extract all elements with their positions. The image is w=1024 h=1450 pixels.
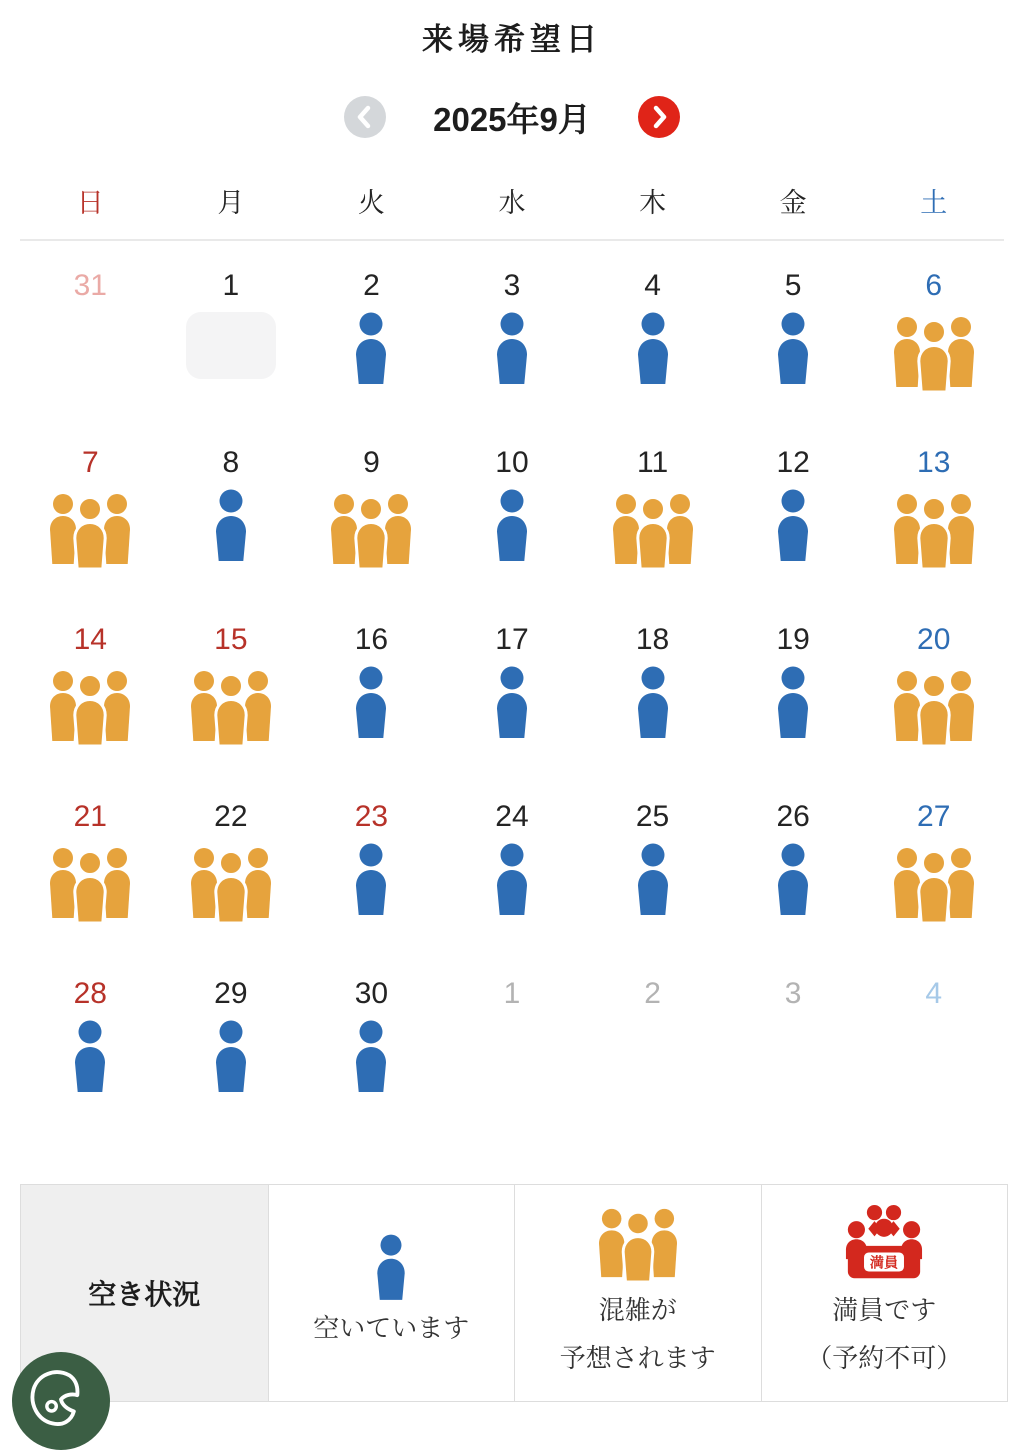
available-person-icon (630, 312, 676, 389)
day-number: 30 (354, 977, 389, 1010)
day-number: 9 (363, 446, 380, 479)
calendar-day-prev-31 (20, 264, 161, 427)
day-number: 24 (495, 800, 529, 833)
calendar-grid (20, 250, 1004, 1135)
calendar-day-13[interactable] (863, 441, 1004, 604)
calendar-day-16[interactable] (301, 618, 442, 781)
weekday-label-水: 水 (498, 188, 526, 218)
calendar-day-11[interactable] (582, 441, 723, 604)
chevron-left-icon (344, 96, 386, 138)
calendar-day-5[interactable] (723, 264, 864, 427)
day-number: 19 (776, 623, 810, 656)
calendar-day-26[interactable] (723, 795, 864, 958)
crowded-group-icon (47, 843, 133, 928)
day-number: 16 (354, 623, 389, 656)
day-availability-status (891, 312, 977, 404)
day-availability-status (67, 1020, 113, 1112)
day-availability-status (348, 1020, 394, 1112)
calendar-day-27[interactable] (863, 795, 1004, 958)
legend-item-label: 空いています (313, 1312, 470, 1343)
day-availability-status (610, 489, 696, 581)
day-availability-status (47, 489, 133, 581)
legend-header-cell: 空き状況 (21, 1185, 268, 1401)
crowded-group-icon (328, 489, 414, 574)
calendar-day-next-2 (582, 972, 723, 1135)
calendar-day-23[interactable] (301, 795, 442, 958)
day-availability-status (47, 666, 133, 758)
available-person-icon (630, 666, 676, 743)
day-number: 3 (503, 269, 521, 302)
calendar-day-28[interactable] (20, 972, 161, 1135)
day-availability-status (630, 312, 676, 404)
weekday-label-土: 土 (920, 188, 948, 218)
calendar-day-20[interactable] (863, 618, 1004, 781)
available-person-icon (208, 489, 254, 566)
day-availability-status (348, 312, 394, 404)
day-availability-status (348, 666, 394, 758)
legend-item-label: 満員です (832, 1294, 937, 1325)
available-person-icon (208, 1020, 254, 1097)
available-person-icon (348, 312, 394, 389)
available-person-icon (348, 666, 394, 743)
day-availability-status (489, 312, 535, 404)
day-number: 14 (73, 623, 107, 656)
weekday-label-金: 金 (779, 188, 807, 218)
day-availability-status (891, 843, 977, 935)
crowded-group-icon (188, 666, 274, 751)
calendar-week-row (20, 958, 1004, 1135)
calendar-day-1 (161, 264, 302, 427)
crowded-group-icon (610, 489, 696, 574)
day-availability-status (770, 312, 816, 404)
day-number: 2 (363, 269, 380, 302)
available-person-icon (489, 666, 535, 743)
legend-item-label: 混雑が (598, 1294, 677, 1325)
calendar-day-25[interactable] (582, 795, 723, 958)
calendar-week-row (20, 781, 1004, 958)
month-navigation (0, 95, 1024, 139)
availability-legend (20, 1184, 1008, 1402)
available-person-icon (67, 1020, 113, 1097)
weekday-label-月: 月 (217, 188, 245, 218)
day-number: 26 (776, 800, 810, 833)
day-availability-status (489, 489, 535, 581)
day-number: 22 (214, 800, 248, 833)
calendar-day-7[interactable] (20, 441, 161, 604)
day-availability-status (348, 843, 394, 935)
calendar-day-15[interactable] (161, 618, 302, 781)
legend-item-full (761, 1185, 1008, 1401)
calendar-day-4[interactable] (582, 264, 723, 427)
calendar-day-18[interactable] (582, 618, 723, 781)
day-availability-status (770, 666, 816, 758)
weekday-label-日: 日 (76, 188, 104, 218)
day-number: 7 (81, 446, 99, 479)
calendar-day-14[interactable] (20, 618, 161, 781)
crowded-group-icon (891, 666, 977, 751)
legend-item-crowded (514, 1185, 761, 1401)
day-number: 12 (776, 446, 810, 479)
mascot-chat-button[interactable] (12, 1352, 110, 1450)
calendar-day-next-1 (442, 972, 583, 1135)
day-number: 5 (784, 269, 802, 302)
day-number: 6 (925, 269, 943, 302)
calendar-day-19[interactable] (723, 618, 864, 781)
single-person-icon (370, 1234, 412, 1300)
day-availability-status (208, 1020, 254, 1112)
calendar-week-row (20, 604, 1004, 781)
calendar-day-12[interactable] (723, 441, 864, 604)
day-number: 2 (644, 977, 661, 1010)
weekday-header-row (20, 185, 1004, 221)
calendar-week-row (20, 427, 1004, 604)
calendar-day-10[interactable] (442, 441, 583, 604)
day-number: 27 (917, 800, 951, 833)
weekday-label-木: 木 (639, 188, 667, 218)
day-availability-status (489, 666, 535, 758)
day-number: 1 (222, 269, 240, 302)
weekday-label-火: 火 (357, 188, 385, 218)
available-person-icon (770, 843, 816, 920)
legend-item-available (268, 1185, 515, 1401)
available-person-icon (348, 1020, 394, 1097)
calendar-day-6[interactable] (863, 264, 1004, 427)
day-availability-status (188, 666, 274, 758)
day-availability-status (47, 843, 133, 935)
calendar-day-next-4 (863, 972, 1004, 1135)
calendar-day-29[interactable] (161, 972, 302, 1135)
legend-item-label: 予想されます (559, 1343, 716, 1373)
available-person-icon (770, 489, 816, 566)
day-number: 11 (636, 446, 669, 479)
day-availability-status (328, 489, 414, 581)
day-number: 8 (222, 446, 240, 479)
available-person-icon (489, 843, 535, 920)
legend-item-label: （予約不可） (806, 1343, 963, 1373)
day-availability-status (188, 843, 274, 935)
available-person-icon (770, 666, 816, 743)
day-number: 15 (214, 623, 248, 656)
available-person-icon (489, 312, 535, 389)
day-availability-status (208, 489, 254, 581)
next-month-button[interactable] (638, 96, 680, 138)
calendar-day-2[interactable] (301, 264, 442, 427)
calendar-day-17[interactable] (442, 618, 583, 781)
crowded-group-icon (47, 666, 133, 751)
day-availability-status (770, 843, 816, 935)
day-number: 4 (925, 977, 943, 1010)
day-availability-status (186, 312, 276, 404)
day-number: 4 (644, 269, 661, 302)
calendar-day-9[interactable] (301, 441, 442, 604)
day-number: 29 (214, 977, 248, 1010)
day-number: 18 (635, 623, 670, 656)
day-availability-status (630, 666, 676, 758)
available-person-icon (770, 312, 816, 389)
day-number: 21 (73, 800, 107, 833)
day-number: 20 (917, 623, 951, 656)
day-number: 10 (495, 446, 529, 479)
calendar-week-row (20, 250, 1004, 427)
empty-slot-box (186, 312, 276, 379)
day-availability-status (770, 489, 816, 581)
day-number: 25 (635, 800, 670, 833)
day-availability-status (489, 843, 535, 935)
day-number: 17 (495, 623, 529, 656)
full-group-icon (840, 1204, 928, 1282)
calendar-day-8[interactable] (161, 441, 302, 604)
calendar-day-22[interactable] (161, 795, 302, 958)
bird-mascot-icon (19, 1360, 103, 1444)
crowded-group-icon (47, 489, 133, 574)
available-person-icon (489, 489, 535, 566)
day-availability-status (630, 843, 676, 935)
prev-month-button[interactable] (344, 96, 386, 138)
available-person-icon (630, 843, 676, 920)
day-number: 23 (354, 800, 389, 833)
day-number: 13 (917, 446, 951, 479)
calendar-day-21[interactable] (20, 795, 161, 958)
group-icon (596, 1204, 680, 1282)
crowded-group-icon (891, 843, 977, 928)
day-number: 28 (73, 977, 107, 1010)
svg-text:満員: 満員 (869, 1255, 899, 1272)
current-month-label: 2025年9月 (433, 100, 591, 138)
crowded-group-icon (891, 312, 977, 397)
available-person-icon (348, 843, 394, 920)
calendar-day-24[interactable] (442, 795, 583, 958)
calendar-day-30[interactable] (301, 972, 442, 1135)
day-number: 1 (503, 977, 521, 1010)
crowded-group-icon (188, 843, 274, 928)
day-number: 31 (73, 269, 107, 302)
calendar-day-next-3 (723, 972, 864, 1135)
day-number: 3 (784, 977, 802, 1010)
calendar-day-3[interactable] (442, 264, 583, 427)
crowded-group-icon (891, 489, 977, 574)
header-divider (20, 239, 1004, 241)
day-availability-status (891, 666, 977, 758)
page-title: 来場希望日 (422, 22, 602, 57)
day-availability-status (891, 489, 977, 581)
chevron-right-icon (638, 96, 680, 138)
